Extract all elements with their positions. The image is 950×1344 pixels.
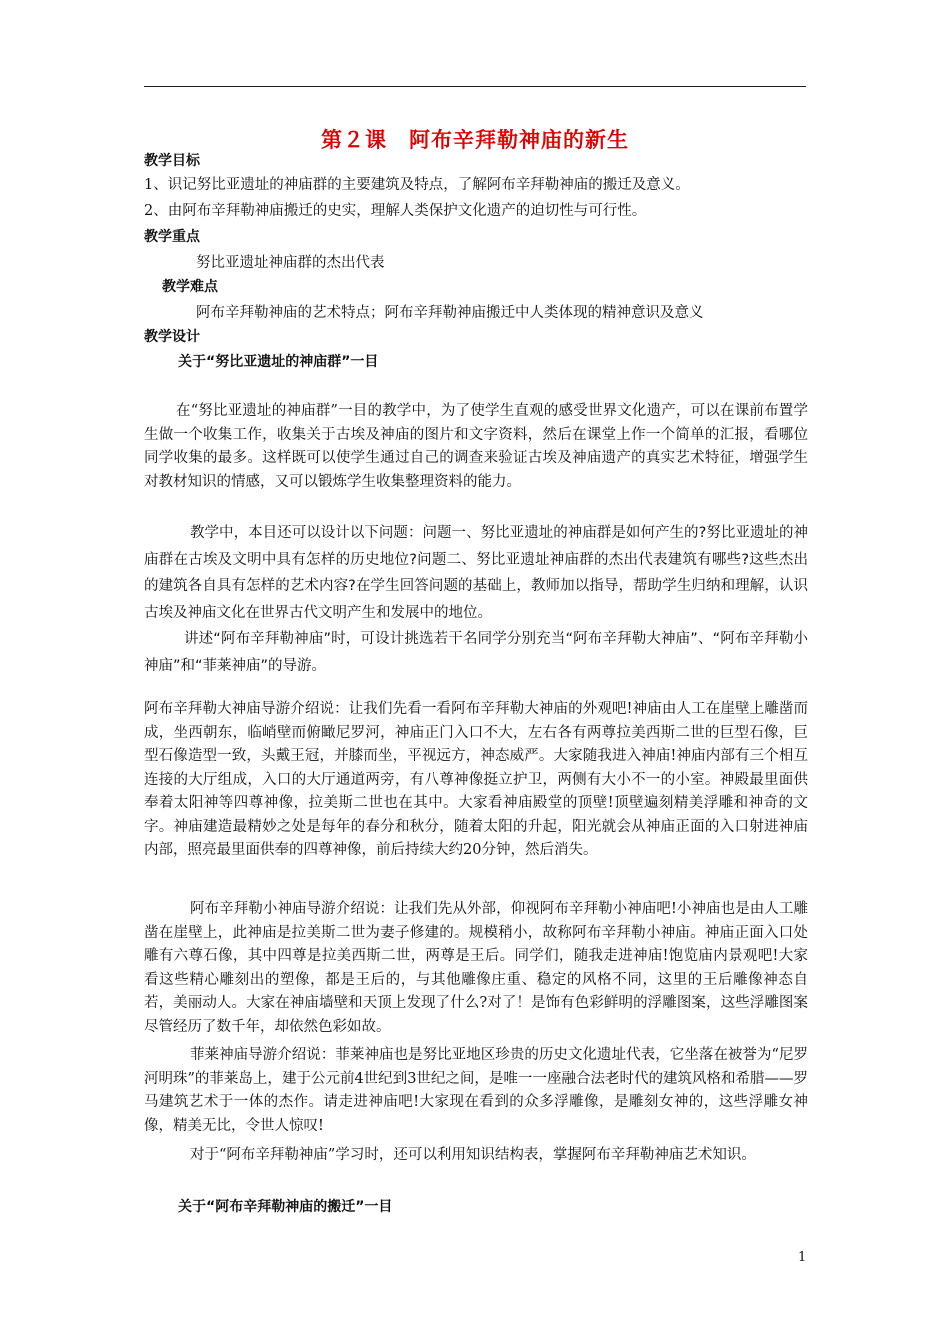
objective-item-1: 1、识记努比亚遗址的神庙群的主要建筑及特点，了解阿布辛拜勒神庙的搬迁及意义。: [144, 177, 690, 193]
page-title: 第２课 阿布辛拜勒神庙的新生: [321, 128, 629, 152]
objective-item-2: 2、由阿布辛拜勒神庙搬迁的史实，理解人类保护文化遗产的迫切性与可行性。: [144, 203, 647, 219]
header-rule: [144, 86, 806, 87]
paragraph-small-temple-guide: 阿布辛拜勒小神庙导游介绍说：让我们先从外部，仰视阿布辛拜勒小神庙吧!小神庙也是由人工雕凿在崖壁上，此神庙是拉美斯二世为妻子修建的。规模稍小，故称阿布辛拜勒小神庙。神庙正面入口处雕有六尊石像，其中四尊是拉美西斯二世，两尊是王后。同学们，随我走进神庙!饱览庙内景观吧!大家看这些精心雕刻出的塑像，都是王后的，与其他雕像庄重、稳定的风格不同，这里的王后雕像神态自若，美丽动人。大家在神庙墙壁和天顶上发现了什么?对了！是饰有色彩鲜明的浮雕图案，这些浮雕图案尽管经历了数千年，却依然色彩如故。: [144, 901, 808, 1035]
paragraph-philae-temple-guide: 菲莱神庙导游介绍说：菲莱神庙也是努比亚地区珍贵的历史文化遗址代表，它坐落在被誉为“尼罗河明珠”的菲莱岛上，建于公元前4世纪到3世纪之间，是唯一一座融合法老时代的建筑风格和希腊——罗马建筑艺术于一体的杰作。请走进神庙吧!大家现在看到的众多浮雕像，是雕刻女神的，这些浮雕女神像，精美无比，令世人惊叹!: [144, 1047, 808, 1134]
section1-title: 关于“努比亚遗址的神庙群”一目: [178, 354, 379, 370]
paragraph-guide-setup: 讲述“阿布辛拜勒神庙”时，可设计挑选若干名同学分别充当“阿布辛拜勒大神庙”、“阿布辛拜勒小神庙”和“菲莱神庙”的导游。: [144, 631, 808, 674]
paragraph-questions: 教学中，本目还可以设计以下问题：问题一、努比亚遗址的神庙群是如何产生的?努比亚遗址的神庙群在古埃及文明中具有怎样的历史地位?问题二、努比亚遗址神庙群的杰出代表建筑有哪些?这些杰出的建筑各自具有怎样的艺术内容?在学生回答问题的基础上，教师加以指导，帮助学生归纳和理解，认识古埃及神庙文化在世界古代文明产生和发展中的地位。: [144, 525, 808, 621]
section2-title: 关于“阿布辛拜勒神庙的搬迁”一目: [178, 1199, 393, 1215]
difficulties-text: 阿布辛拜勒神庙的艺术特点；阿布辛拜勒神庙搬迁中人类体现的精神意识及意义: [196, 305, 704, 321]
paragraph-knowledge-table: 对于“阿布辛拜勒神庙”学习时，还可以利用知识结构表，掌握阿布辛拜勒神庙艺术知识。: [190, 1147, 756, 1163]
paragraph-collection-task: 在“努比亚遗址的神庙群”一目的教学中，为了使学生直观的感受世界文化遗产，可以在课前布置学生做一个收集工作，收集关于古埃及神庙的图片和文字资料，然后在课堂上作一个简单的汇报，看哪位同学收集的最多。这样既可以使学生通过自己的调查来验证古埃及神庙遗产的真实艺术特征，增强学生对教材知识的情感，又可以锻炼学生收集整理资料的能力。: [144, 403, 808, 490]
page-number: 1: [798, 1250, 807, 1265]
paragraph-great-temple-guide: 阿布辛拜勒大神庙导游介绍说：让我们先看一看阿布辛拜勒大神庙的外观吧!神庙由人工在崖壁上雕凿而成，坐西朝东，临峭壁而俯瞰尼罗河，神庙正门入口不大，左右各有两尊拉美西斯二世的巨型石像，巨型石像造型一致，头戴王冠，并膝而坐，平视远方，神态威严。大家随我进入神庙!神庙内部有三个相互连接的大厅组成，入口的大厅通道两旁，有八尊神像挺立护卫，两侧有大小不一的小室。神殿最里面供奉着太阳神等四尊神像，拉美斯二世也在其中。大家看神庙殿堂的顶壁!顶壁遍刻精美浮雕和神奇的文字。神庙建造最精妙之处是每年的春分和秋分，随着太阳的升起，阳光就会从神庙正面的入口射进神庙内部，照亮最里面供奉的四尊神像，前后持续大约20分钟，然后消失。: [144, 701, 808, 858]
key-points-text: 努比亚遗址神庙群的杰出代表: [196, 255, 385, 271]
design-heading: 教学设计: [144, 329, 200, 345]
difficulties-heading: 教学难点: [162, 279, 218, 295]
key-points-heading: 教学重点: [144, 229, 200, 245]
objectives-heading: 教学目标: [144, 153, 200, 169]
